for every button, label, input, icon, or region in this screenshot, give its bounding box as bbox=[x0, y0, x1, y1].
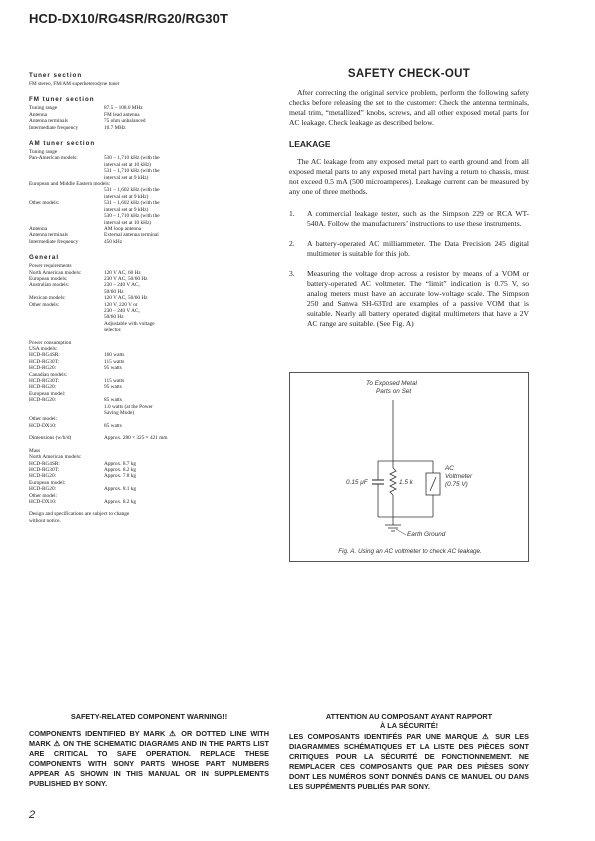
safety-warning-english bbox=[29, 712, 269, 789]
spec-value: 75 ohm unbalanced bbox=[104, 118, 146, 125]
mass-list bbox=[29, 454, 279, 505]
spec-label: HCD-RG20: bbox=[29, 365, 57, 372]
spec-label: USA models: bbox=[29, 346, 58, 352]
method-item-3: 3. Measuring the voltage drop across a resistor by means of a VOM or battery-operated AC voltmeter. The “limit” indication is 0.75 V, so analog meters must have an accurate low-voltage scale. The Simpson 250 and Sanwa SH-63Trd are examples of a passive VOM that is suitable. Nearly all battery operated digital multimeters that have a 2V AC range are suitable. (See Fig. A) bbox=[289, 269, 529, 328]
safety-warning-french bbox=[289, 712, 529, 792]
spec-row bbox=[29, 239, 279, 245]
spec-label: European model: bbox=[29, 390, 66, 397]
leakage-text: The AC leakage from any exposed metal part to earth ground and from all exposed metal parts to any exposed metal part having a return to chassis, must not exceed 0.5 mA (500 microamperes). Leakage current can be measured by any one of three methods. bbox=[289, 157, 529, 196]
safety-title: SAFETY CHECK-OUT bbox=[347, 68, 471, 80]
fm-spec-list bbox=[29, 105, 279, 131]
spec-value-line: interval set at 9 kHz) bbox=[104, 206, 149, 213]
am-pan-american-row bbox=[29, 155, 279, 181]
am-section-title: AM tuner section bbox=[29, 140, 96, 148]
spec-label: Dimensions (w/h/d) bbox=[29, 435, 72, 442]
spec-value-line: interval set at 10 kHz) bbox=[104, 219, 152, 226]
specifications-column bbox=[29, 72, 279, 524]
spec-value-line: interval set at 9 kHz) bbox=[104, 193, 149, 200]
label-resistor: 1.5 k bbox=[399, 479, 413, 486]
method-item-2: 2. A battery-operated AC milliammeter. The Data Precision 245 digital multimeter is suitable for this job. bbox=[289, 239, 529, 258]
power-requirements-label: Power requirements bbox=[29, 263, 72, 270]
label-earth-ground: Earth Ground bbox=[407, 531, 446, 538]
spec-label: Mexican models: bbox=[29, 295, 66, 302]
spec-value-line: 530 – 1,710 kHz (with the bbox=[104, 213, 160, 220]
spec-value-line: 531 – 1,602 kHz (with the bbox=[104, 200, 160, 207]
spec-label: HCD-RG30T: bbox=[29, 358, 60, 365]
am-european-label: European and Middle Eastern models: bbox=[29, 181, 111, 188]
spec-value: 230 – 240 V AC, bbox=[104, 282, 140, 289]
spec-label: Other model: bbox=[29, 416, 58, 423]
method-item-1: 1. A commercial leakage tester, such as the Simpson 229 or RCA WT-540A. Follow the manufacturers’ instructions to use these instruments. bbox=[289, 209, 529, 228]
spec-label: Other models: bbox=[29, 200, 60, 207]
spec-value: 95 watts bbox=[104, 365, 122, 372]
spec-value: AM loop antenna bbox=[104, 225, 142, 232]
general-section-title: General bbox=[29, 254, 60, 262]
am-other-row bbox=[29, 200, 279, 226]
voltmeter-needle bbox=[430, 477, 436, 491]
spec-value: 85 watts bbox=[104, 397, 122, 404]
spec-label: HCD-RG20: bbox=[29, 384, 57, 391]
spec-value: 120 V AC, 50/60 Hz bbox=[104, 295, 148, 302]
spec-value: 120 V, 220 V or bbox=[104, 301, 138, 308]
warning-title-fr-2: À LA SÉCURITÉ! bbox=[379, 721, 439, 730]
spec-value: 95 watts bbox=[104, 384, 122, 391]
safety-intro: After correcting the original service problem, perform the following safety checks before releasing the set to the customer: Check the antenna terminals, metal trim, “metallized” knobs, screws, and all other exposed metal parts for AC leakage. Check leakage as described below. bbox=[289, 88, 529, 127]
design-note-line-1: Design and specifications are subject to change bbox=[29, 511, 130, 518]
power-consumption-label: Power consumption bbox=[29, 339, 72, 346]
warning-body-fr: LES COMPOSANTS IDENTIFÉS PAR UNE MARQUE ⚠ SUR LES DIAGRAMMES SCHÉMATIQUES ET LA LISTE DES PIÈCES SONT CRITIQUES POUR LA SÉCURITÉ DE FONCTIONNEMENT. NE REMPLACER CES COMPOSANTS QUE PAR DES PIÈSES SONY DONT LES NUMÉROS SONT DONNÉS DANS CE MANUEL OU DANS LES SUPPÉMENTS PUBLIÉS PAR SONY. bbox=[289, 732, 529, 791]
spec-label: Antenna terminals bbox=[29, 232, 68, 239]
resistor-zigzag bbox=[390, 468, 396, 495]
spec-label: HCD-RG20: bbox=[29, 473, 57, 480]
spec-value: Approx. 8.2 kg bbox=[104, 466, 137, 473]
spec-value: selector. bbox=[104, 327, 122, 334]
spec-label: Intermediate frequency bbox=[29, 238, 79, 245]
spec-label: HCD-RG20: bbox=[29, 397, 57, 404]
label-meter-voltmeter: Voltmeter bbox=[445, 473, 473, 480]
spec-value: 160 watts bbox=[104, 352, 125, 359]
spec-value: 115 watts bbox=[104, 378, 125, 385]
spec-value: 450 kHz bbox=[104, 238, 123, 245]
spec-label: Pan-American models: bbox=[29, 155, 78, 162]
tuner-description: FM stereo, FM/AM superheterodyne tuner bbox=[29, 81, 120, 87]
fm-section-title: FM tuner section bbox=[29, 96, 95, 104]
spec-value: 50/60 Hz bbox=[104, 314, 124, 321]
mass-label: Mass bbox=[29, 447, 41, 454]
spec-label: European models: bbox=[29, 275, 68, 282]
spec-label: Tuning range bbox=[29, 105, 58, 112]
spec-label: North American models: bbox=[29, 269, 82, 276]
spec-value-line: 531 – 1,602 kHz (with the bbox=[104, 187, 160, 194]
spec-value: 120 V AC, 60 Hz bbox=[104, 269, 141, 276]
spec-value: Approx. 7.8 kg bbox=[104, 473, 137, 480]
spec-value: Approx. 8.1 kg bbox=[104, 486, 137, 493]
spec-value bbox=[104, 200, 160, 226]
tuner-section-title: Tuner section bbox=[29, 72, 83, 79]
warning-title-fr-1: ATTENTION AU COMPOSANT AYANT RAPPORT bbox=[325, 712, 493, 721]
am-tuning-range-label: Tuning range bbox=[29, 149, 58, 156]
power-consumption-list bbox=[29, 346, 279, 429]
spec-value: External antenna terminal bbox=[104, 232, 159, 239]
spec-value: Approx. 8.2 kg bbox=[104, 498, 137, 505]
spec-value-line: interval set at 9 kHz) bbox=[104, 174, 149, 181]
spec-label: Other model: bbox=[29, 492, 58, 499]
page-header-model: HCD-DX10/RG4SR/RG20/RG30T bbox=[29, 11, 228, 26]
spec-label: HCD-DX10: bbox=[29, 422, 57, 429]
spec-label: North American models: bbox=[29, 454, 82, 461]
spec-value: Adjustable with voltage bbox=[104, 320, 155, 327]
label-meter-ac: AC bbox=[445, 465, 454, 472]
label-meter-voltage: (0.75 V) bbox=[445, 481, 468, 488]
spec-label: HCD-DX10: bbox=[29, 498, 57, 505]
spec-value: 87.5 – 108.0 MHz bbox=[104, 105, 143, 112]
spec-label: Other models: bbox=[29, 301, 60, 308]
spec-label: Antenna bbox=[29, 111, 47, 118]
spec-label: HCD-RG4SR: bbox=[29, 352, 60, 359]
spec-value-line: 530 – 1,710 kHz (with the bbox=[104, 155, 160, 162]
page-number: 2 bbox=[29, 809, 36, 821]
spec-row bbox=[29, 125, 279, 131]
spec-label: HCD-RG4SR: bbox=[29, 460, 60, 467]
spec-value: Approx. 280 × 325 × 421 mm bbox=[104, 435, 168, 442]
spec-value: 115 watts bbox=[104, 358, 125, 365]
spec-label: HCD-RG30T: bbox=[29, 378, 60, 385]
spec-value-line: interval set at 10 kHz) bbox=[104, 161, 152, 168]
spec-value: FM lead antenna bbox=[104, 111, 140, 118]
design-note-line-2: without notice. bbox=[29, 517, 61, 524]
spec-value: Saving Mode) bbox=[104, 410, 135, 417]
spec-label: HCD-RG20: bbox=[29, 486, 57, 493]
spec-label: Australian models: bbox=[29, 282, 70, 289]
spec-label: Intermediate frequency bbox=[29, 124, 79, 131]
power-requirements-list bbox=[29, 270, 279, 334]
label-exposed-metal: To Exposed Metal bbox=[366, 380, 417, 387]
spec-value: 10.7 MHz bbox=[104, 124, 126, 131]
spec-value bbox=[104, 187, 160, 200]
label-capacitor: 0.15 μF bbox=[346, 479, 368, 486]
spec-label: Antenna terminals bbox=[29, 118, 68, 125]
spec-value: Approx. 8.7 kg bbox=[104, 460, 137, 467]
spec-value bbox=[104, 155, 160, 181]
spec-label bbox=[29, 327, 104, 333]
figure-caption: Fig. A. Using an AC voltmeter to check AC leakage. bbox=[338, 548, 482, 555]
spec-value-line: 531 – 1,710 kHz (with the bbox=[104, 168, 160, 175]
label-parts-on-set: Parts on Set bbox=[376, 388, 412, 395]
leakage-heading: LEAKAGE bbox=[289, 139, 331, 149]
spec-value: 85 watts bbox=[104, 422, 122, 429]
am-european-row bbox=[29, 187, 279, 200]
spec-value: 230 V AC, 50/60 Hz bbox=[104, 275, 148, 282]
spec-label: European model: bbox=[29, 479, 66, 486]
spec-label: Canadian models: bbox=[29, 371, 68, 378]
figure-a-leakage-diagram bbox=[289, 372, 529, 562]
warning-title-en: SAFETY-RELATED COMPONENT WARNING!! bbox=[70, 712, 228, 721]
spec-label: HCD-RG30T: bbox=[29, 466, 60, 473]
safety-checkout-column bbox=[289, 68, 529, 329]
warning-body-en: COMPONENTS IDENTIFIED BY MARK ⚠ OR DOTTED LINE WITH MARK ⚠ ON THE SCHEMATIC DIAGRAMS AND IN THE PARTS LIST ARE CRITICAL TO SAFE OPERATION. REPLACE THESE COMPONENTS WITH SONY PARTS WHOSE PART NUMBERS APPEAR AS SHOWN IN THIS MANUAL OR IN SUPPLEMENTS PUBLISHED BY SONY. bbox=[29, 729, 269, 788]
spec-value: 1.0 watts (at the Power bbox=[104, 403, 153, 410]
am-spec-list bbox=[29, 226, 279, 245]
spec-value: 50/60 Hz bbox=[104, 288, 124, 295]
spec-label: Antenna bbox=[29, 225, 47, 232]
spec-value: 230 – 240 V AC, bbox=[104, 307, 140, 314]
